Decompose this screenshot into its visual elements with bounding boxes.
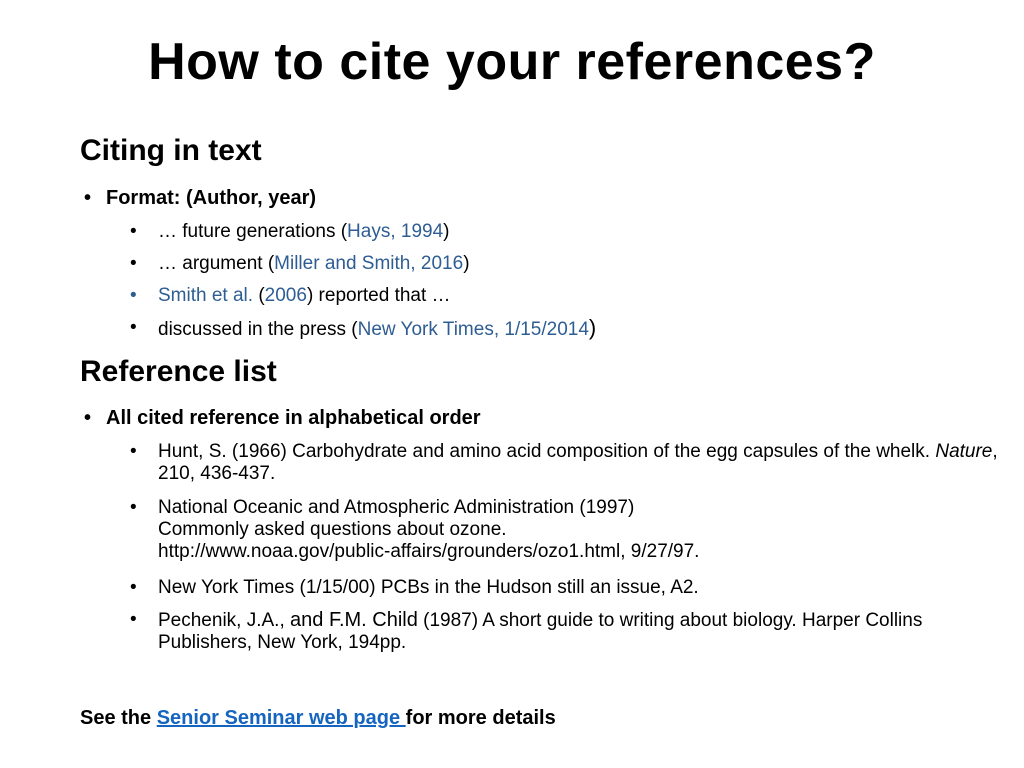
bullet-icon: • [130,317,137,338]
citing-example [130,317,1000,341]
citing-heading: Citing in text [80,134,262,167]
example-prefix: discussed in the press ( [158,319,358,340]
footer-suffix: for more details [405,707,556,729]
format-text: Format: (Author, year) [106,187,317,209]
example-mid: ( [253,285,265,306]
reference-entry [130,497,1000,563]
citation-author-year: Hays, 1994 [347,221,444,242]
bullet-icon: • [84,407,92,429]
reference-text: (1987) A short guide to writing about biology. Harper Collins Publishers, New York, 194pp. [158,610,923,653]
example-suffix: ) [443,221,450,242]
example-suffix: ) reported that … [306,285,451,306]
reference-entry [130,609,1000,654]
citation-author-year: Miller and Smith, 2016 [274,253,464,274]
reference-text: and F.M. Child [290,609,418,631]
example-prefix: … argument ( [158,253,275,274]
order-text: All cited reference in alphabetical order [106,407,481,429]
reference-text: Pechenik, J.A., [158,610,291,631]
bullet-icon: • [84,187,92,209]
reference-text: , 210, 436-437. [158,441,998,484]
slide-title: How to cite your references? [148,33,876,91]
reference-text: New York Times (1/15/00) PCBs in the Hudson still an issue, A2. [158,577,699,598]
bullet-icon: • [130,609,137,630]
citing-example [130,285,1000,307]
footer-note [80,706,556,730]
citing-example [130,221,1000,243]
bullet-icon: • [130,441,137,462]
example-suffix: ) [463,253,470,274]
bullet-icon: • [130,253,137,274]
citation-year: 2006 [264,285,307,306]
journal-name: Nature [935,441,993,462]
reference-text: Hunt, S. (1966) Carbohydrate and amino acid composition of the egg capsules of the whelk. [158,441,936,462]
reference-heading: Reference list [80,355,277,388]
reference-entry [130,577,1000,599]
bullet-icon: • [130,221,137,242]
reference-entry [130,441,1000,485]
footer-prefix: See the [80,707,157,729]
example-prefix: … future generations ( [158,221,348,242]
citing-example [130,253,1000,275]
bullet-icon: • [130,497,137,518]
reference-text: National Oceanic and Atmospheric Administration (1997) Commonly asked questions about ozone. http://www.noaa.gov/public-affairs/grounders/ozo1.html, 9/27/97. [158,497,700,562]
example-suffix: ) [588,315,597,340]
citation-author-year: New York Times, 1/15/2014 [357,319,589,340]
bullet-icon: • [130,285,137,306]
bullet-icon: • [130,577,137,598]
senior-seminar-link[interactable]: Senior Seminar web page [156,707,406,729]
citation-author: Smith et al. [158,285,254,306]
